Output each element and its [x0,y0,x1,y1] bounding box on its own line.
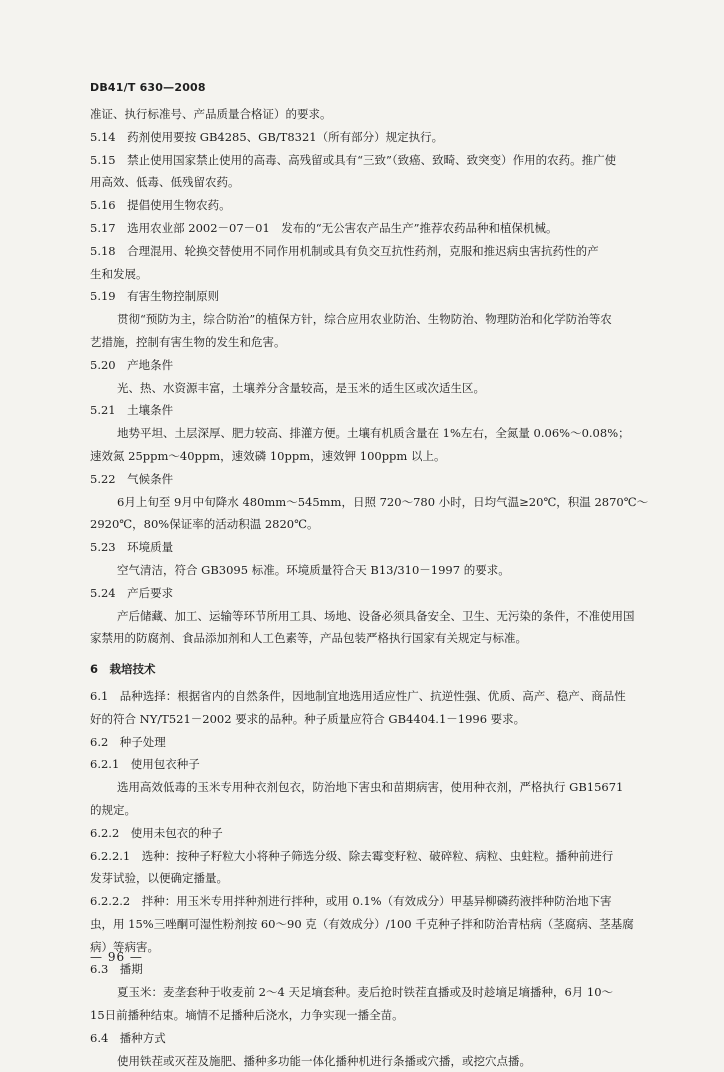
text-line: 空气清洁，符合 GB3095 标准。环境质量符合天 B13/310－1997 的要求。 [117,562,510,577]
text-line: 5.17 选用农业部 2002－07－01 发布的“无公害农产品生产”推荐农药品种和植保机械。 [90,220,558,235]
text-line: 6.3 播期 [90,962,143,977]
text-line: 6.4 播种方式 [90,1030,166,1045]
text-line: 5.19 有害生物控制原则 [90,289,220,304]
text-line: 5.24 产后要求 [90,585,174,600]
text-line: 发芽试验，以便确定播量。 [90,871,228,886]
text-line: 地势平坦、土层深厚、肥力较高、排灌方便。土壤有机质含量在 1%左右，全氮量 0.06%～0.08%； [117,426,630,441]
text-line: 5.15 禁止使用国家禁止使用的高毒、高残留或具有“三致”（致癌、致畸、致突变）作用的农药。推广使 [90,152,617,167]
text-line: 选用高效低毒的玉米专用种衣剂包衣，防治地下害虫和苗期病害，使用种衣剂，严格执行 GB15671 [117,780,624,795]
text-line: 准证、执行标准号、产品质量合格证）的要求。 [90,107,332,121]
text-line: 病）等病害。 [90,939,159,954]
text-line: 生和发展。 [90,266,148,281]
text-line: 使用铁茬或灭茬及施肥、播种多功能一体化播种机进行条播或穴播，或挖穴点播。 [117,1053,531,1068]
text-line: 6.2 种子处理 [90,734,166,749]
text-line: 家禁用的防腐剂、食品添加剂和人工色素等，产品包装严格执行国家有关规定与标准。 [90,631,527,646]
text-line: 5.22 气候条件 [90,471,174,486]
text-line: 5.21 土壤条件 [90,403,174,418]
text-line: 速效氮 25ppm～40ppm，速效磷 10ppm，速效钾 100ppm 以上。 [90,448,446,463]
text-line: 虫，用 15%三唑酮可湿性粉剂按 60～90 克（有效成分）/100 千克种子拌和防治青枯病（茎腐病、茎基腐 [90,916,634,931]
text-line: 6.2.1 使用包衣种子 [90,757,200,772]
page-number: — 96 — [90,950,143,964]
text-line: 6月上旬至 9月中旬降水 480mm～545mm，日照 720～780 小时，日均气温≥20℃，积温 2870℃～ [117,494,649,509]
text-line: 5.18 合理混用、轮换交替使用不同作用机制或具有负交互抗性药剂，克服和推迟病虫害抗药性的产 [90,243,599,258]
text-line: 5.16 提倡使用生物农药。 [90,198,231,213]
text-line: 6.2.2 使用未包衣的种子 [90,825,223,840]
text-line: 产后储藏、加工、运输等环节所用工具、场地、设备必须具备安全、卫生、无污染的条件，不准使用国 [117,608,635,623]
standard-code-header: DB41/T 630—2008 [90,81,206,94]
text-line: 6.2.2.1 选种：按种子籽粒大小将种子筛选分级、除去霉变籽粒、破碎粒、病粒、虫蛀粒。播种前进行 [90,848,614,863]
text-line: 6.1 品种选择：根据省内的自然条件，因地制宜地选用适应性广、抗逆性强、优质、高产、稳产、商品性 [90,688,626,703]
section-heading: 6 栽培技术 [90,662,156,677]
text-line: 艺措施，控制有害生物的发生和危害。 [90,334,286,349]
text-line: 5.14 药剂使用要按 GB4285、GB/T8321（所有部分）规定执行。 [90,129,444,144]
text-line: 15日前播种结束。墒情不足播种后浇水，力争实现一播全苗。 [90,1008,404,1023]
text-line: 2920℃，80%保证率的活动积温 2820℃。 [90,517,319,532]
text-line: 光、热、水资源丰富，土壤养分含量较高，是玉米的适生区或次适生区。 [117,380,485,395]
text-line: 贯彻“预防为主，综合防治”的植保方针，综合应用农业防治、生物防治、物理防治和化学防治等农 [117,312,612,327]
text-line: 5.23 环境质量 [90,540,174,555]
text-line: 的规定。 [90,802,136,817]
text-line: 用高效、低毒、低残留农药。 [90,175,240,190]
text-line: 5.20 产地条件 [90,357,174,372]
text-line: 6.2.2.2 拌种：用玉米专用拌种剂进行拌种，或用 0.1%（有效成分）甲基异柳磷药液拌种防治地下害 [90,894,612,909]
text-line: 好的符合 NY/T521－2002 要求的品种。种子质量应符合 GB4404.1－1996 要求。 [90,711,526,726]
document-body [90,103,665,1072]
text-line: 夏玉米：麦垄套种于收麦前 2～4 天足墒套种。麦后抢时铁茬直播或及时趁墒足墒播种，6月 10～ [117,985,614,1000]
